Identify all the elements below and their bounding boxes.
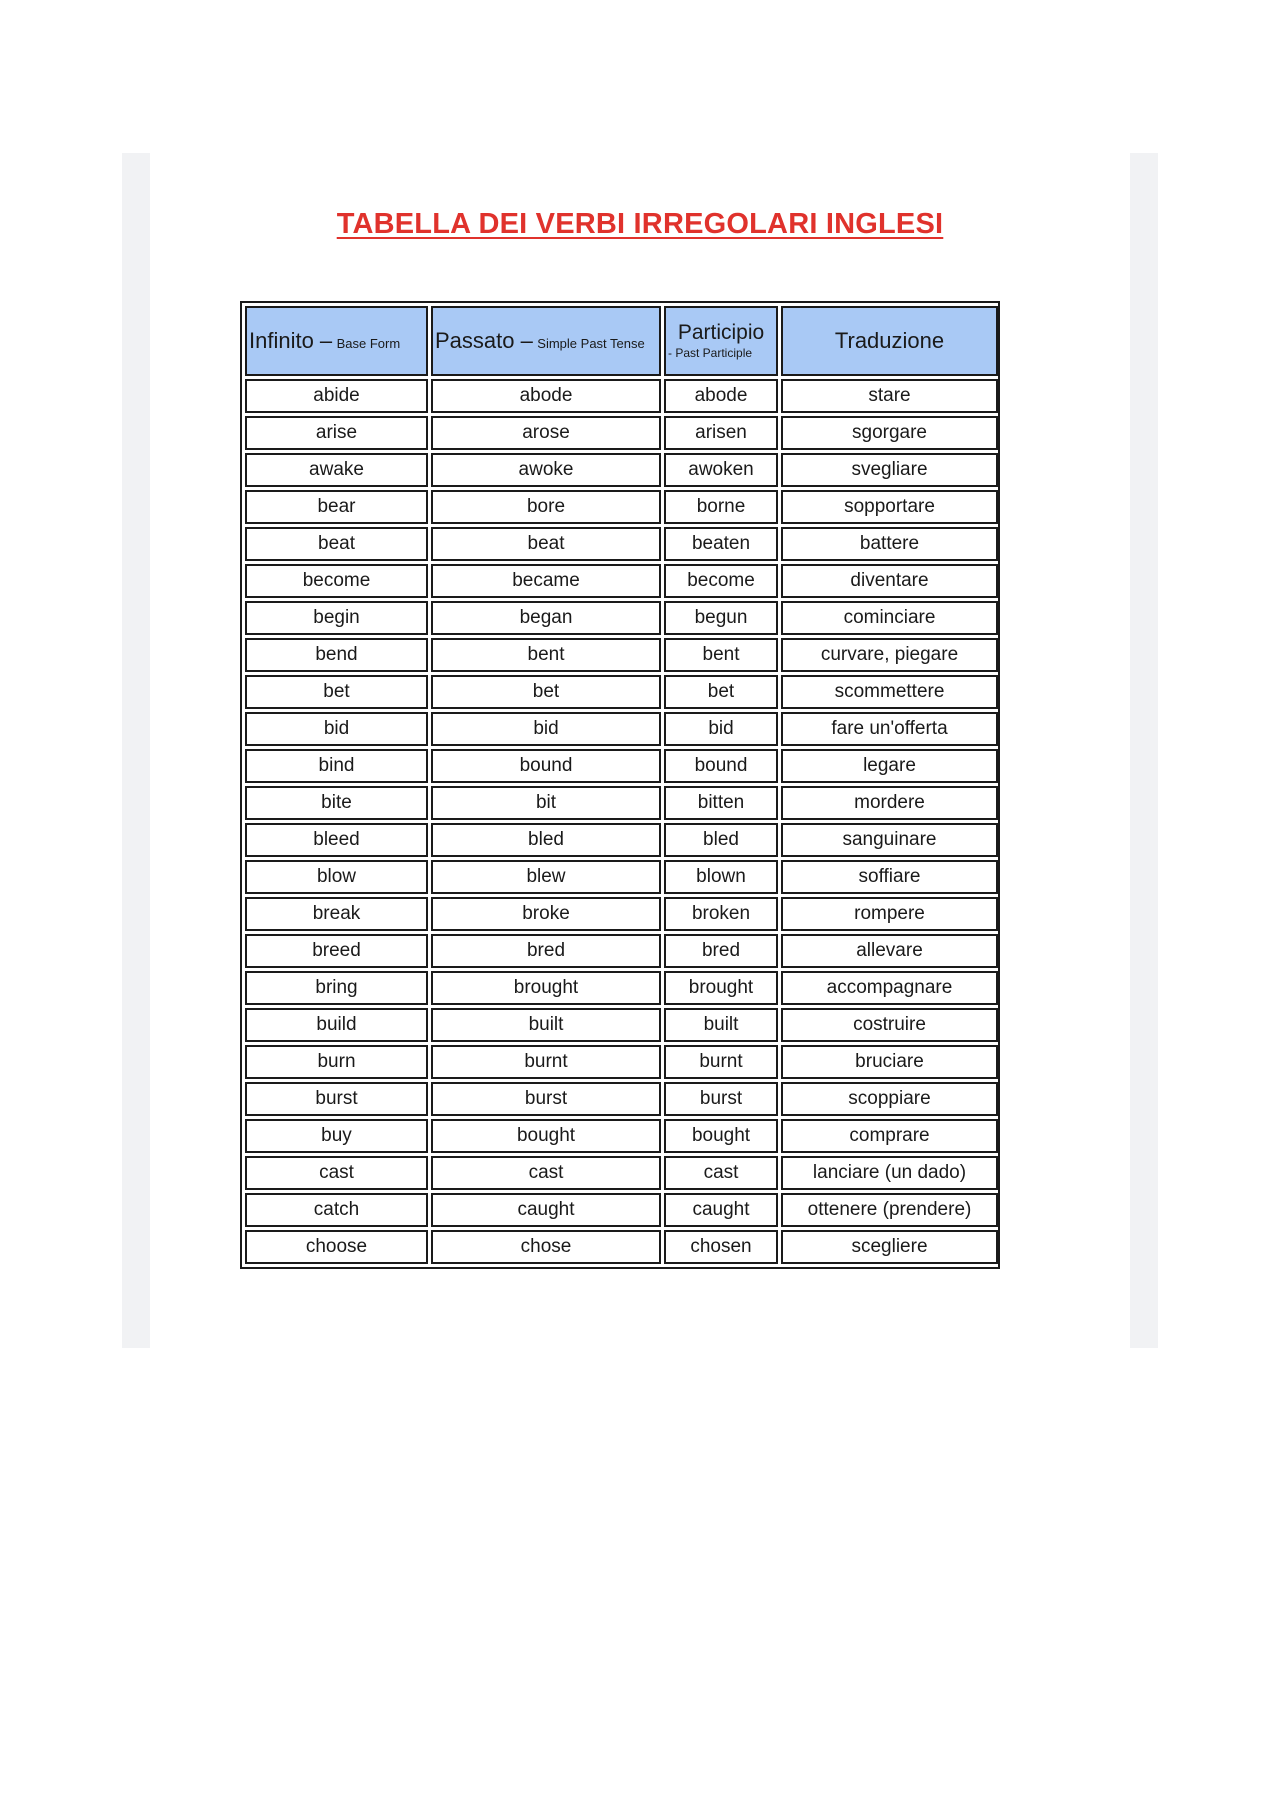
cell-infinito: arise — [245, 416, 428, 450]
irregular-verbs-table — [240, 301, 1000, 1269]
table-row — [245, 601, 998, 635]
table-header-row — [245, 306, 998, 376]
cell-participio: arisen — [664, 416, 778, 450]
cell-infinito: bid — [245, 712, 428, 746]
cell-infinito: bind — [245, 749, 428, 783]
header-traduzione — [781, 306, 998, 376]
cell-traduzione: accompagnare — [781, 971, 998, 1005]
cell-passato: broke — [431, 897, 661, 931]
cell-traduzione: comprare — [781, 1119, 998, 1153]
cell-traduzione: mordere — [781, 786, 998, 820]
header-participio — [664, 306, 778, 376]
cell-participio: bred — [664, 934, 778, 968]
cell-passato: brought — [431, 971, 661, 1005]
cell-infinito: become — [245, 564, 428, 598]
cell-traduzione: scoppiare — [781, 1082, 998, 1116]
cell-passato: beat — [431, 527, 661, 561]
table-row — [245, 712, 998, 746]
cell-infinito: bend — [245, 638, 428, 672]
cell-participio: bound — [664, 749, 778, 783]
cell-passato: arose — [431, 416, 661, 450]
cell-participio: broken — [664, 897, 778, 931]
cell-infinito: choose — [245, 1230, 428, 1264]
cell-participio: blown — [664, 860, 778, 894]
cell-infinito: bite — [245, 786, 428, 820]
cell-participio: bitten — [664, 786, 778, 820]
document-title: TABELLA DEI VERBI IRREGOLARI INGLESI — [336, 208, 944, 240]
cell-traduzione: sgorgare — [781, 416, 998, 450]
cell-passato: blew — [431, 860, 661, 894]
cell-passato: bent — [431, 638, 661, 672]
cell-participio: built — [664, 1008, 778, 1042]
table-row — [245, 564, 998, 598]
header-passato-sub: Simple Past Tense — [537, 336, 645, 351]
cell-passato: burst — [431, 1082, 661, 1116]
cell-traduzione: costruire — [781, 1008, 998, 1042]
cell-participio: become — [664, 564, 778, 598]
table-row — [245, 1119, 998, 1153]
table-row — [245, 897, 998, 931]
cell-participio: brought — [664, 971, 778, 1005]
cell-passato: burnt — [431, 1045, 661, 1079]
table-row — [245, 1230, 998, 1264]
cell-infinito: bring — [245, 971, 428, 1005]
cell-infinito: bleed — [245, 823, 428, 857]
table-row — [245, 971, 998, 1005]
table-row — [245, 675, 998, 709]
cell-participio: awoken — [664, 453, 778, 487]
header-passato — [431, 306, 661, 376]
cell-infinito: blow — [245, 860, 428, 894]
table-row — [245, 749, 998, 783]
cell-traduzione: diventare — [781, 564, 998, 598]
cell-participio: begun — [664, 601, 778, 635]
cell-infinito: buy — [245, 1119, 428, 1153]
cell-passato: bred — [431, 934, 661, 968]
cell-traduzione: allevare — [781, 934, 998, 968]
table-row — [245, 490, 998, 524]
cell-passato: awoke — [431, 453, 661, 487]
cell-traduzione: scommettere — [781, 675, 998, 709]
cell-passato: bought — [431, 1119, 661, 1153]
table-row — [245, 1193, 998, 1227]
cell-infinito: burst — [245, 1082, 428, 1116]
cell-infinito: build — [245, 1008, 428, 1042]
cell-participio: bent — [664, 638, 778, 672]
table-row — [245, 379, 998, 413]
cell-passato: bound — [431, 749, 661, 783]
header-participio-label: Participio — [677, 321, 765, 345]
cell-traduzione: ottenere (prendere) — [781, 1193, 998, 1227]
cell-traduzione: sopportare — [781, 490, 998, 524]
cell-infinito: cast — [245, 1156, 428, 1190]
cell-traduzione: rompere — [781, 897, 998, 931]
cell-infinito: bet — [245, 675, 428, 709]
cell-infinito: catch — [245, 1193, 428, 1227]
header-passato-label: Passato – — [435, 328, 533, 353]
cell-traduzione: soffiare — [781, 860, 998, 894]
cell-infinito: bear — [245, 490, 428, 524]
table-row — [245, 638, 998, 672]
table-row — [245, 934, 998, 968]
header-traduzione-label: Traduzione — [834, 328, 945, 353]
cell-traduzione: scegliere — [781, 1230, 998, 1264]
cell-participio: bled — [664, 823, 778, 857]
cell-infinito: beat — [245, 527, 428, 561]
cell-traduzione: legare — [781, 749, 998, 783]
cell-passato: abode — [431, 379, 661, 413]
cell-passato: built — [431, 1008, 661, 1042]
table-row — [245, 1156, 998, 1190]
cell-infinito: burn — [245, 1045, 428, 1079]
cell-infinito: awake — [245, 453, 428, 487]
table-row — [245, 1082, 998, 1116]
cell-traduzione: fare un'offerta — [781, 712, 998, 746]
table-row — [245, 1008, 998, 1042]
cell-passato: cast — [431, 1156, 661, 1190]
cell-infinito: break — [245, 897, 428, 931]
cell-infinito: breed — [245, 934, 428, 968]
table-row — [245, 1045, 998, 1079]
cell-traduzione: battere — [781, 527, 998, 561]
cell-traduzione: cominciare — [781, 601, 998, 635]
cell-traduzione: bruciare — [781, 1045, 998, 1079]
cell-participio: bet — [664, 675, 778, 709]
cell-passato: bled — [431, 823, 661, 857]
table-row — [245, 786, 998, 820]
cell-participio: borne — [664, 490, 778, 524]
cell-passato: began — [431, 601, 661, 635]
cell-participio: bid — [664, 712, 778, 746]
cell-participio: bought — [664, 1119, 778, 1153]
cell-traduzione: lanciare (un dado) — [781, 1156, 998, 1190]
cell-participio: abode — [664, 379, 778, 413]
cell-traduzione: svegliare — [781, 453, 998, 487]
cell-participio: caught — [664, 1193, 778, 1227]
table-row — [245, 527, 998, 561]
cell-infinito: abide — [245, 379, 428, 413]
cell-traduzione: sanguinare — [781, 823, 998, 857]
cell-participio: burnt — [664, 1045, 778, 1079]
cell-infinito: begin — [245, 601, 428, 635]
cell-passato: caught — [431, 1193, 661, 1227]
cell-passato: bore — [431, 490, 661, 524]
header-participio-sub: - Past Participle — [668, 346, 753, 361]
cell-traduzione: curvare, piegare — [781, 638, 998, 672]
cell-passato: bet — [431, 675, 661, 709]
cell-traduzione: stare — [781, 379, 998, 413]
table-row — [245, 860, 998, 894]
header-infinito-sub: Base Form — [336, 336, 401, 351]
table-row — [245, 453, 998, 487]
header-infinito-label: Infinito – — [249, 328, 333, 353]
cell-passato: became — [431, 564, 661, 598]
cell-passato: chose — [431, 1230, 661, 1264]
table-row — [245, 416, 998, 450]
cell-participio: burst — [664, 1082, 778, 1116]
header-infinito — [245, 306, 428, 376]
cell-participio: chosen — [664, 1230, 778, 1264]
cell-passato: bit — [431, 786, 661, 820]
cell-passato: bid — [431, 712, 661, 746]
cell-participio: beaten — [664, 527, 778, 561]
table-row — [245, 823, 998, 857]
cell-participio: cast — [664, 1156, 778, 1190]
